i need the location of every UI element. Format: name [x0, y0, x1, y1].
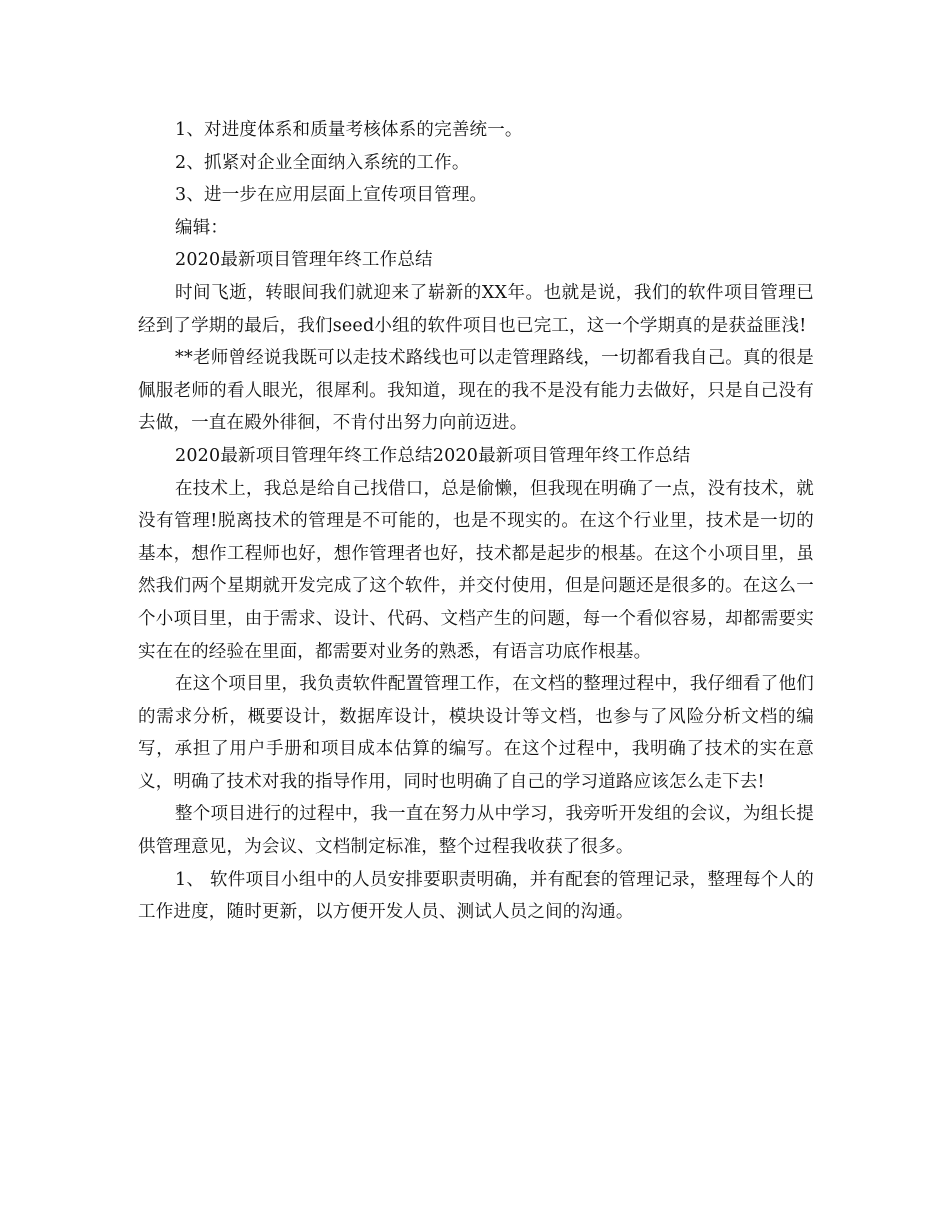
body-paragraph: **老师曾经说我既可以走技术路线也可以走管理路线，一切都看我自己。真的很是佩服老师的看人眼光，很犀利。我知道，现在的我不是没有能力去做好，只是自己没有去做，一直在殿外徘徊，不肯付出努力向前迈进。	[138, 348, 814, 434]
section-title: 2020最新项目管理年终工作总结	[175, 250, 433, 271]
document-body	[138, 114, 814, 929]
repeated-title: 2020最新项目管理年终工作总结2020最新项目管理年终工作总结	[175, 445, 691, 466]
body-paragraph: 在技术上，我总是给自己找借口，总是偷懒，但我现在明确了一点，没有技术，就没有管理!脱离技术的管理是不可能的，也是不现实的。在这个行业里，技术是一切的基本，想作工程师也好，想作管理者也好，技术都是起步的根基。在这个小项目里，虽然我们两个星期就开发完成了这个软件，并交付使用，但是问题还是很多的。在这么一个小项目里，由于需求、设计、代码、文档产生的问题，每一个看似容易，却都需要实实在在的经验在里面，都需要对业务的熟悉，有语言功底作根基。	[138, 478, 814, 662]
editor-label: 编辑：	[175, 217, 229, 238]
body-paragraph: 整个项目进行的过程中，我一直在努力从中学习，我旁听开发组的会议，为组长提供管理意见，为会议、文档制定标准，整个过程我收获了很多。	[138, 804, 814, 858]
list-item-2: 2、抓紧对企业全面纳入系统的工作。	[175, 152, 470, 173]
list-item-1: 1、对进度体系和质量考核体系的完善统一。	[175, 120, 523, 140]
body-paragraph: 在这个项目里，我负责软件配置管理工作，在文档的整理过程中，我仔细看了他们的需求分析，概要设计，数据库设计，模块设计等文档，也参与了风险分析文档的编写，承担了用户手册和项目成本估算的编写。在这个过程中，我明确了技术的实在意义，明确了技术对我的指导作用，同时也明确了自己的学习道路应该怎么走下去!	[138, 674, 814, 792]
body-paragraph: 时间飞逝，转眼间我们就迎来了崭新的XX年。也就是说，我们的软件项目管理已经到了学期的最后，我们seed小组的软件项目也已完工，这一个学期真的是获益匪浅!	[138, 282, 814, 336]
list-item-3: 3、进一步在应用层面上宣传项目管理。	[175, 185, 488, 206]
numbered-paragraph: 1、 软件项目小组中的人员安排要职责明确，并有配套的管理记录，整理每个人的工作进度，随时更新，以方便开发人员、测试人员之间的沟通。	[138, 869, 814, 923]
